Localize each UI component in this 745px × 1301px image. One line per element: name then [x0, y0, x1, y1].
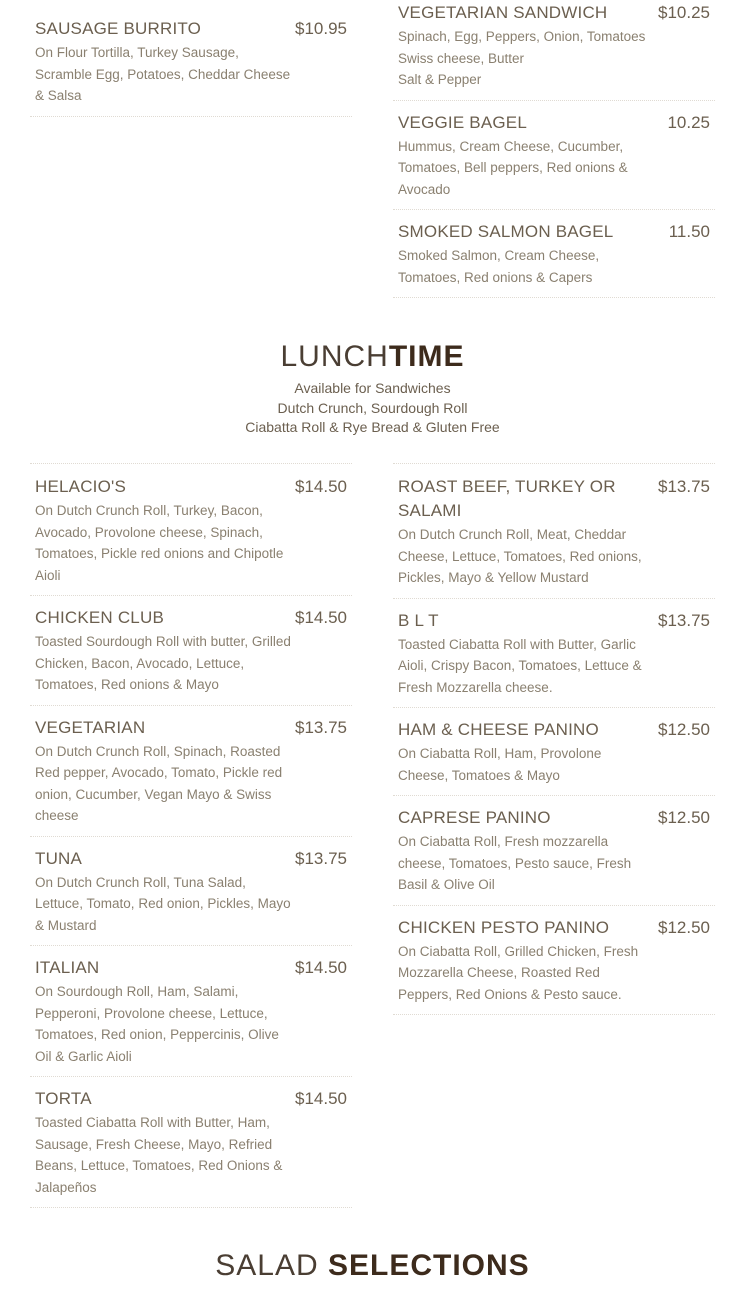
- menu-item-italian: [30, 946, 352, 1077]
- menu-item-price: 11.50: [668, 222, 710, 241]
- menu-item-price: $12.50: [658, 917, 710, 937]
- lunch-heading-light: LUNCH: [280, 340, 389, 373]
- menu-item-description: On Ciabatta Roll, Fresh mozzarella cheese, Tomatoes, Pesto sauce, Fresh Basil & Olive Oil: [398, 834, 632, 892]
- menu-item-header: [393, 609, 715, 633]
- menu-item-price: $10.25: [658, 3, 710, 22]
- menu-item-header: [393, 916, 715, 940]
- menu-item-price: $14.50: [295, 477, 347, 496]
- menu-item-header: [30, 847, 352, 871]
- menu-item-description: On Flour Tortilla, Turkey Sausage, Scramble Egg, Potatoes, Cheddar Cheese & Salsa: [35, 45, 291, 103]
- menu-item-vegetarian-sandwich: [393, 0, 715, 101]
- menu-item-description: Hummus, Cream Cheese, Cucumber, Tomatoes, Bell peppers, Red onions & Avocado: [398, 138, 628, 197]
- menu-item-description: On Dutch Crunch Roll, Turkey, Bacon, Avocado, Provolone cheese, Spinach, Tomatoes, Pickle red onions and Chipotle Aioli: [35, 503, 284, 583]
- menu-item-header: [30, 716, 352, 740]
- menu-item-header: [30, 1087, 352, 1111]
- menu-item-sausage-burrito: [30, 8, 352, 117]
- menu-item-header: [30, 17, 352, 41]
- menu-item-header: [393, 718, 715, 742]
- menu-item-ham-cheese-panino: [393, 708, 715, 796]
- menu-item-description: Toasted Ciabatta Roll with Butter, Ham, Sausage, Fresh Cheese, Mayo, Refried Beans, Lettuce, Tomatoes, Red Onions & Jalapeños: [35, 1115, 283, 1195]
- lunch-subtitle: [0, 379, 745, 438]
- menu-item-name: SAUSAGE BURRITO: [35, 19, 202, 38]
- menu-item-price: $13.75: [295, 717, 347, 737]
- lunch-right-column: [393, 463, 715, 1015]
- menu-item-name: HAM & CHEESE PANINO: [398, 720, 599, 739]
- lunch-subtitle-line: Ciabatta Roll & Rye Bread & Gluten Free: [245, 419, 500, 435]
- menu-item-header: [30, 956, 352, 980]
- menu-item-name: VEGETARIAN: [35, 717, 146, 737]
- menu-item-price: $14.50: [295, 1089, 347, 1108]
- menu-item-name: VEGETARIAN SANDWICH: [398, 3, 608, 22]
- salad-heading-light: SALAD: [215, 1249, 328, 1282]
- menu-item-caprese-panino: [393, 796, 715, 906]
- menu-item-name: CAPRESE PANINO: [398, 808, 551, 827]
- menu-item-header: [393, 806, 715, 830]
- menu-item-name: TORTA: [35, 1089, 92, 1108]
- menu-item-price: 10.25: [667, 112, 710, 132]
- menu-item-header: [393, 220, 715, 244]
- menu-item-description: On Dutch Crunch Roll, Spinach, Roasted Red pepper, Avocado, Tomato, Pickle red onion, Cucumber, Vegan Mayo & Swiss cheese: [35, 743, 283, 823]
- menu-item-tuna: [30, 837, 352, 947]
- breakfast-left-column: [30, 8, 352, 117]
- menu-item-veggie-bagel: [393, 101, 715, 211]
- menu-item-description: On Dutch Crunch Roll, Meat, Cheddar Cheese, Lettuce, Tomatoes, Red onions, Pickles, Mayo & Yellow Mustard: [398, 527, 642, 585]
- menu-item-torta: [30, 1077, 352, 1208]
- menu-item-header: [393, 1, 715, 25]
- menu-item-roast-beef-turkey-or-salami: [393, 463, 715, 599]
- lunch-heading-bold: TIME: [388, 340, 465, 373]
- menu-item-chicken-club: [30, 596, 352, 706]
- menu-item-name: SMOKED SALMON BAGEL: [398, 222, 614, 241]
- menu-item-price: $13.75: [658, 477, 710, 496]
- menu-item-description: On Ciabatta Roll, Ham, Provolone Cheese, Tomatoes & Mayo: [398, 746, 602, 783]
- menu-item-header: [30, 475, 352, 499]
- lunch-subtitle-line: Available for Sandwiches: [294, 380, 451, 396]
- menu-item-helacio-s: [30, 463, 352, 596]
- menu-item-price: $14.50: [295, 608, 347, 627]
- menu-item-header: [393, 475, 715, 523]
- menu-item-price: $13.75: [658, 610, 710, 630]
- menu-item-price: $10.95: [295, 19, 347, 38]
- menu-item-description: Toasted Sourdough Roll with butter, Grilled Chicken, Bacon, Avocado, Lettuce, Tomatoes, Red onions & Mayo: [35, 634, 291, 692]
- salad-section-heading: [0, 1249, 745, 1283]
- menu-item-b-l-t: [393, 599, 715, 709]
- menu-item-description: On Dutch Crunch Roll, Tuna Salad, Lettuce, Tomato, Red onion, Pickles, Mayo & Mustard: [35, 874, 291, 933]
- menu-item-price: $14.50: [295, 958, 347, 977]
- menu-item-description: Toasted Ciabatta Roll with Butter, Garlic Aioli, Crispy Bacon, Tomatoes, Lettuce & Fresh Mozzarella cheese.: [398, 636, 642, 695]
- menu-item-price: $12.50: [658, 720, 710, 739]
- breakfast-right-column: [393, 0, 715, 298]
- menu-item-vegetarian: [30, 706, 352, 837]
- menu-item-price: $12.50: [658, 808, 710, 827]
- salad-heading-bold: SELECTIONS: [328, 1249, 530, 1282]
- menu-item-name: VEGGIE BAGEL: [398, 112, 528, 132]
- menu-item-price: $13.75: [295, 848, 347, 868]
- menu-item-chicken-pesto-panino: [393, 906, 715, 1016]
- menu-item-description: Smoked Salmon, Cream Cheese, Tomatoes, Red onions & Capers: [398, 248, 600, 285]
- menu-item-name: ITALIAN: [35, 958, 100, 977]
- menu-item-name: HELACIO'S: [35, 477, 127, 496]
- menu-item-header: [393, 111, 715, 135]
- menu-item-name: B L T: [398, 610, 439, 630]
- menu-item-description: Spinach, Egg, Peppers, Onion, Tomatoes Swiss cheese, Butter Salt & Pepper: [398, 29, 646, 87]
- lunch-subtitle-line: Dutch Crunch, Sourdough Roll: [277, 399, 468, 416]
- lunch-section-heading: [0, 340, 745, 374]
- menu-item-name: TUNA: [35, 848, 83, 868]
- menu-item-name: CHICKEN PESTO PANINO: [398, 917, 610, 937]
- lunch-left-column: [30, 463, 352, 1208]
- menu-item-description: On Sourdough Roll, Ham, Salami, Pepperoni, Provolone cheese, Lettuce, Tomatoes, Red onion, Peppercinis, Olive Oil & Garlic Aioli: [35, 984, 279, 1064]
- menu-item-name: ROAST BEEF, TURKEY OR SALAMI: [398, 477, 616, 520]
- menu-item-description: On Ciabatta Roll, Grilled Chicken, Fresh Mozzarella Cheese, Roasted Red Peppers, Red Onions & Pesto sauce.: [398, 943, 639, 1002]
- menu-item-name: CHICKEN CLUB: [35, 608, 164, 627]
- menu-item-smoked-salmon-bagel: [393, 210, 715, 298]
- menu-item-header: [30, 606, 352, 630]
